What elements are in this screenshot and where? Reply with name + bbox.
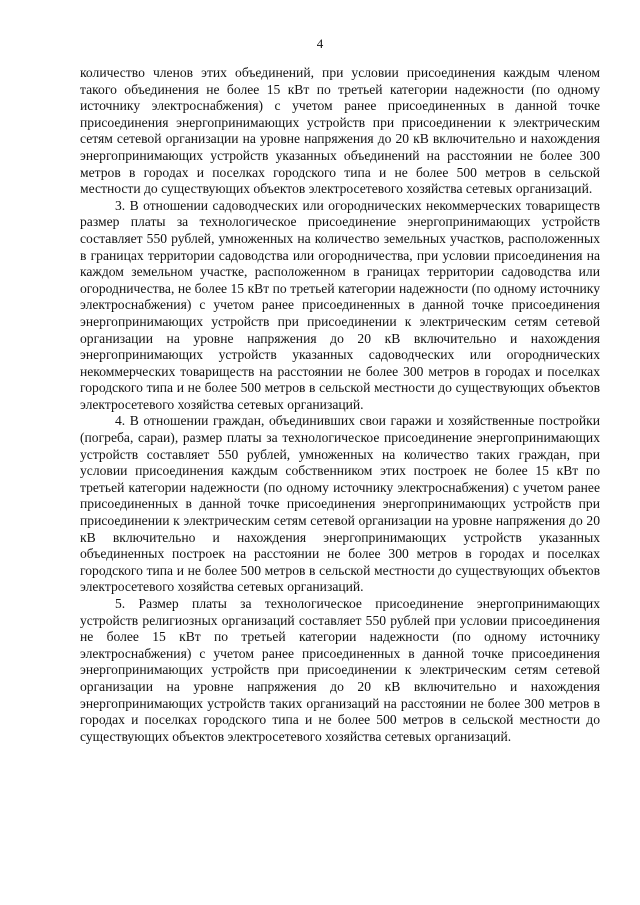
paragraph-item-4: 4. В отношении граждан, объединивших свои гаражи и хозяйственные постройки (погреба, сараи), размер платы за технологическое присоединение энергопринимающих устройств составляет 550 рублей, умноженных на количество таких граждан, при условии присоединения каждым собственником этих построек не более 15 кВт по третьей категории надежности (по одному источнику электроснабжения) с учетом ранее присоединенных в данной точке присоединения энергопринимающих устройств при присоединении к электрическим сетям сетевой организации на уровне напряжения до 20 кВ включительно и нахождения энергопринимающих устройств указанных объединенных построек на расстоянии не более 300 метров в городах и поселках городского типа и не более 500 метров в сельской местности до существующих объектов электросетевого хозяйства сетевых организаций.	[80, 413, 600, 595]
paragraph-item-3: 3. В отношении садоводческих или огороднических некоммерческих товариществ размер платы за технологическое присоединение энергопринимающих устройств составляет 550 рублей, умноженных на количество земельных участков, расположенных в границах территории садоводства или огородничества, при условии присоединения на каждом земельном участке, расположенном в границах территории садоводства или огородничества, не более 15 кВт по третьей категории надежности (по одному источнику электроснабжения) с учетом ранее присоединенных в данной точке присоединения энергопринимающих устройств при присоединении к электрическим сетям сетевой организации на уровне напряжения до 20 кВ включительно и нахождения энергопринимающих устройств указанных садоводческих или огороднических некоммерческих товариществ на расстоянии не более 300 метров в городах и поселках городского типа и не более 500 метров в сельской местности до существующих объектов электросетевого хозяйства сетевых организаций.	[80, 197, 600, 412]
page-number: 4	[316, 36, 324, 51]
paragraph-item-5: 5. Размер платы за технологическое присоединение энергопринимающих устройств религиозных организаций составляет 550 рублей при условии присоединения не более 15 кВт по третьей категории надежности (по одному источнику электроснабжения) с учетом ранее присоединенных в данной точке присоединения энергопринимающих устройств при присоединении к электрическим сетям сетевой организации на уровне напряжения до 20 кВ включительно и нахождения энергопринимающих устройств таких организаций на расстоянии не более 300 метров в городах и поселках городского типа и не более 500 метров в сельской местности до существующих объектов электросетевого хозяйства сетевых организаций.	[80, 596, 600, 744]
document-body	[80, 65, 600, 745]
paragraph-continuation: количество членов этих объединений, при условии присоединения каждым членом такого объединения не более 15 кВт по третьей категории надежности (по одному источнику электроснабжения) с учетом ранее присоединенных в данной точке присоединения энергопринимающих устройств при присоединении к электрическим сетям сетевой организации на уровне напряжения до 20 кВ включительно и нахождения энергопринимающих устройств указанных объединений на расстоянии не более 300 метров в городах и поселках городского типа и не более 500 метров в сельской местности до существующих объектов электросетевого хозяйства сетевых организаций.	[80, 65, 600, 197]
